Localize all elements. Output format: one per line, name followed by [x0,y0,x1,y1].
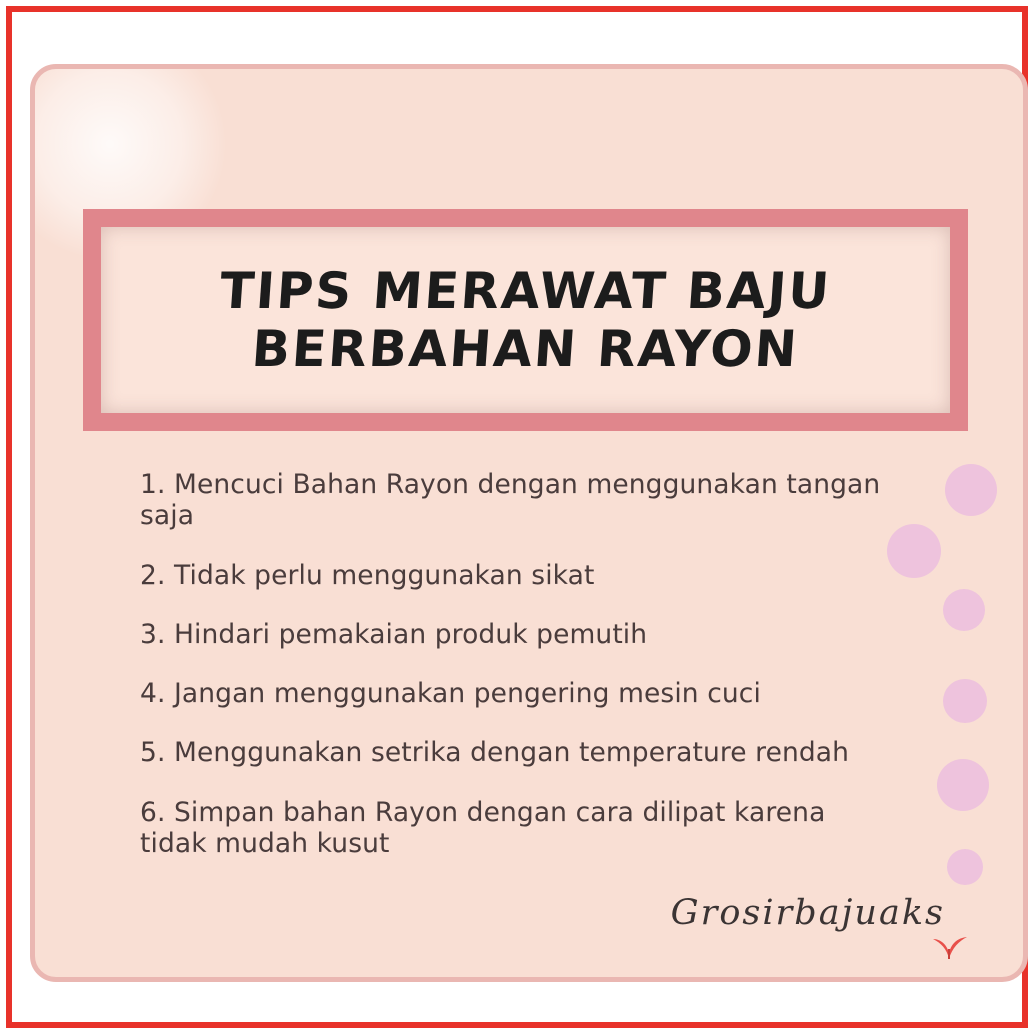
dot-decoration [937,759,989,811]
title-banner [83,209,968,431]
dot-decoration [947,849,983,885]
dot-decoration-group [885,464,1005,914]
title-line-2: BERBAHAN RAYON [250,320,801,378]
title-line-1: TIPS MERAWAT BAJU [218,262,833,320]
title-banner-inner [101,227,950,413]
red-border-frame [6,6,1028,1028]
list-item: 1. Mencuci Bahan Rayon dengan menggunakan tangan saja [140,469,881,532]
sprout-icon [927,925,971,961]
dot-decoration [945,464,997,516]
list-item: 3. Hindari pemakaian produk pemutih [140,618,648,650]
list-item: 4. Jangan menggunakan pengering mesin cuci [140,678,761,710]
list-item: 2. Tidak perlu menggunakan sikat [140,559,595,591]
tips-list [140,469,900,859]
signature-text: Grosirbajuaks [670,893,945,933]
list-item: 6. Simpan bahan Rayon dengan cara dilipat karena tidak mudah kusut [140,796,826,859]
list-item: 5. Menggunakan setrika dengan temperature rendah [140,737,850,769]
dot-decoration [943,589,985,631]
dot-decoration [943,679,987,723]
poster-card [30,64,1028,982]
